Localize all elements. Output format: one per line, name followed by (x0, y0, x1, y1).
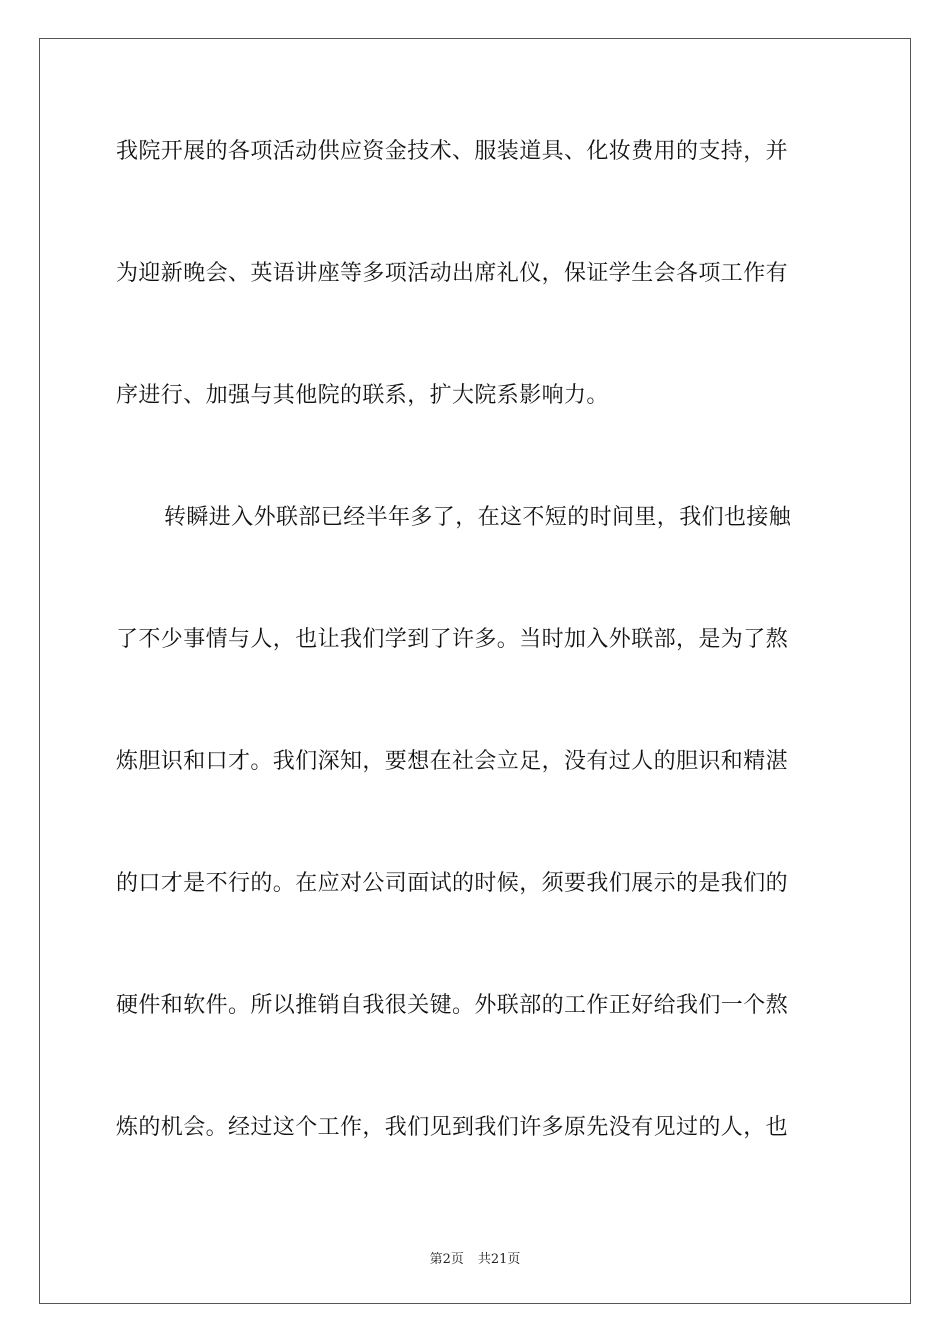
text-line: 炼的机会。经过这个工作，我们见到我们许多原先没有见过的人，也 (116, 1115, 789, 1140)
page-footer (0, 1248, 950, 1267)
text-line: 为迎新晚会、英语讲座等多项活动出席礼仪，保证学生会各项工作有 (116, 261, 789, 286)
text-line: 序进行、加强与其他院的联系，扩大院系影响力。 (116, 383, 609, 408)
page-total: 共21页 (477, 1252, 521, 1267)
text-line: 的口才是不行的。在应对公司面试的时候，须要我们展示的是我们的 (116, 871, 789, 896)
paragraph-start-line: 转瞬进入外联部已经半年多了，在这不短的时间里，我们也接触 (164, 505, 792, 530)
text-line: 硬件和软件。所以推销自我很关键。外联部的工作正好给我们一个熬 (116, 993, 789, 1018)
text-line: 我院开展的各项活动供应资金技术、服装道具、化妆费用的支持，并 (116, 139, 789, 164)
text-line: 炼胆识和口才。我们深知，要想在社会立足，没有过人的胆识和精湛 (116, 749, 789, 774)
page-number: 第2页 (429, 1252, 464, 1267)
document-body (116, 130, 836, 1228)
text-line: 了不少事情与人，也让我们学到了许多。当时加入外联部，是为了熬 (116, 627, 789, 652)
